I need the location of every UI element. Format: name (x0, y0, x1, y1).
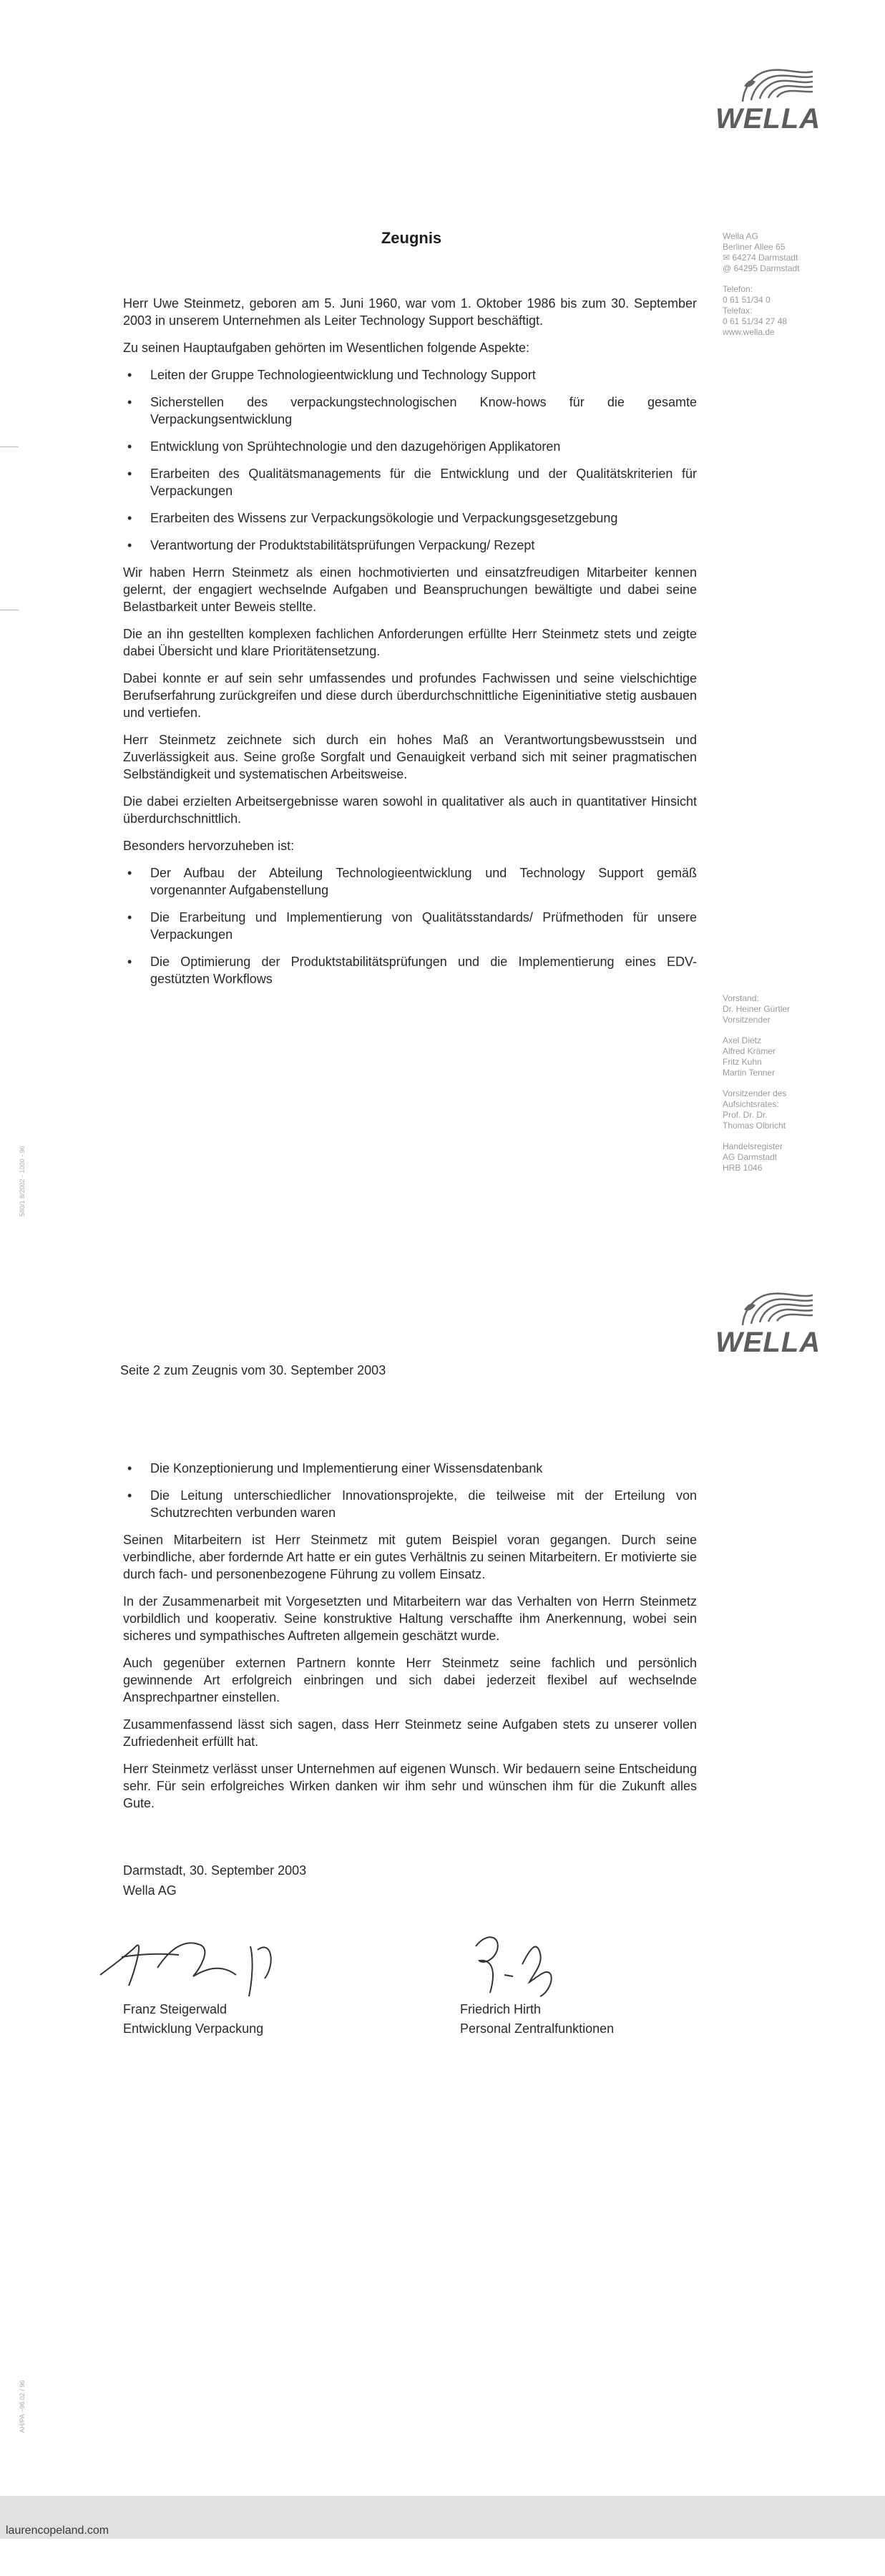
list-item: • Die Konzeptionierung und Implementierung einer Wissensdatenbank (123, 1460, 697, 1477)
paragraph: Die an ihn gestellten komplexen fachlichen Anforderungen erfüllte Herr Steinmetz stets und zeigte dabei Übersicht und klare Prioritätensetzung. (123, 627, 697, 658)
phone-label: Telefon: (723, 284, 753, 294)
register-label: Handelsregister (723, 1141, 783, 1151)
board-member: Fritz Kuhn (723, 1057, 762, 1067)
register-number: HRB 1046 (723, 1163, 763, 1173)
signer-role: Entwicklung Verpackung (123, 2021, 264, 2036)
board-member: Axel Dietz (723, 1035, 762, 1045)
list-item: • Der Aufbau der Abteilung Technologieentwicklung und Technology Support gemäß vorgenannter Aufgabenstellung (123, 864, 697, 899)
company-address-block (723, 231, 851, 348)
signer-2 (460, 2000, 614, 2039)
wella-wave-icon (730, 1288, 816, 1331)
page-1-body (123, 295, 697, 997)
logo-word: WELLA (715, 1327, 821, 1358)
wella-logo (715, 1288, 821, 1358)
paragraph: In der Zusammenarbeit mit Vorgesetzten und Mitarbeitern war das Verhalten von Herrn Steinmetz vorbildlich und kooperativ. Seine konstruktive Haltung verschaffte ihm Anerkennung, wobei sein sicheres und sympathisches Auftreten allgemein geschätzt wurde. (123, 1594, 697, 1643)
list-item: • Sicherstellen des verpackungstechnologischen Know-hows für die gesamte Verpackungsentwicklung (123, 394, 697, 428)
watermark: laurencopeland.com (6, 2524, 109, 2537)
board-label: Vorstand: (723, 993, 759, 1003)
wella-logo (715, 64, 821, 135)
highlights-list-continued (123, 1460, 697, 1521)
supervisory-label: Vorsitzender des (723, 1088, 787, 1098)
board-chair-role: Vorsitzender (723, 1015, 771, 1025)
paragraph: Auch gegenüber externen Partnern konnte Herr Steinmetz seine fachlich und persönlich gewinnende Art erfolgreich einbringen und sich dabei jederzeit flexibel auf wechselnde Ansprechpartner einstellen. (123, 1656, 697, 1704)
page-2-subject: Seite 2 zum Zeugnis vom 30. September 2003 (120, 1363, 386, 1377)
list-item: • Leiten der Gruppe Technologieentwicklung und Technology Support (123, 366, 697, 384)
signer-1 (123, 2000, 263, 2039)
signer-role: Personal Zentralfunktionen (460, 2021, 615, 2036)
website: www.wella.de (723, 327, 775, 337)
paragraph: Wir haben Herrn Steinmetz als einen hochmotivierten und einsatzfreudigen Mitarbeiter kennen gelernt, der engagiert wechselnde Aufgaben und Beanspruchungen bewältigte und dabei seine Belastbarkeit unter Beweis stellte. (123, 565, 697, 614)
company-postbox: ✉ 64274 Darmstadt (723, 253, 798, 263)
highlights-intro: Besonders hervorzuheben ist: (123, 839, 295, 853)
closing-block (123, 1860, 306, 1901)
postbox-icon: ✉ (723, 253, 733, 263)
fax-label: Telefax: (723, 306, 753, 316)
paragraph: Herr Steinmetz verlässt unser Unternehmen auf eigenen Wunsch. Wir bedauern seine Entscheidung sehr. Für sein erfolgreiches Wirken danken wir ihm sehr und wünschen ihm für die Zukunft alles Gute. (123, 1762, 697, 1810)
form-code: AH/PA ~96.02 / 96 (19, 2380, 26, 2433)
list-item: • Die Erarbeitung und Implementierung von Qualitätsstandards/ Prüfmethoden für unsere Verpackungen (123, 909, 697, 943)
board-chair: Dr. Heiner Gürtler (723, 1004, 791, 1014)
supervisory-name-2: Thomas Olbricht (723, 1121, 786, 1131)
list-item: • Die Leitung unterschiedlicher Innovationsprojekte, die teilweise mit der Erteilung von Schutzrechten verbunden waren (123, 1487, 697, 1521)
paragraph: Zusammenfassend lässt sich sagen, dass Herr Steinmetz seine Aufgaben stets zu unserer vollen Zufriedenheit erfüllt hat. (123, 1717, 697, 1749)
paragraph: Herr Steinmetz zeichnete sich durch ein hohes Maß an Verantwortungsbewusstsein und Zuverlässigkeit aus. Seine große Sorgfalt und Genauigkeit verband sich mit seiner pragmatischen Selbständigkeit und systematischen Arbeitsweise. (123, 733, 697, 781)
document-title: Zeugnis (381, 229, 442, 247)
company-sign: Wella AG (123, 1883, 177, 1898)
list-item: • Verantwortung der Produktstabilitätsprüfungen Verpackung/ Rezept (123, 537, 697, 554)
list-item: • Erarbeiten des Qualitätsmanagements für die Entwicklung und der Qualitätskriterien für Verpackungen (123, 465, 697, 499)
highlights-list (123, 864, 697, 987)
fax-value: 0 61 51/34 27 48 (723, 316, 788, 326)
page-2-body (123, 1460, 697, 1822)
list-item: • Die Optimierung der Produktstabilitätsprüfungen und die Implementierung eines EDV-gestützten Workflows (123, 953, 697, 987)
list-item: • Entwicklung von Sprühtechnologie und den dazugehörigen Applikatoren (123, 438, 697, 455)
board-member: Alfred Krämer (723, 1046, 776, 1056)
wella-wave-icon (730, 64, 816, 107)
logo-word: WELLA (715, 103, 821, 135)
signature-steigerwald (93, 1925, 322, 2004)
signer-name: Friedrich Hirth (460, 2002, 542, 2016)
company-street: Berliner Allee 65 (723, 242, 786, 252)
paragraph: Die dabei erzielten Arbeitsergebnisse waren sowohl in qualitativer als auch in quantitativer Hinsicht überdurchschnittlich. (123, 794, 697, 826)
company-name: Wella AG (723, 231, 758, 241)
list-item: • Erarbeiten des Wissens zur Verpackungsökologie und Verpackungsgesetzgebung (123, 509, 697, 527)
footer-bar (0, 2496, 885, 2539)
place-date: Darmstadt, 30. September 2003 (123, 1863, 307, 1878)
form-code: 580/1 8/2002 - 1000 - 96 (19, 1146, 26, 1216)
supervisory-name: Prof. Dr. Dr. (723, 1110, 768, 1120)
at-icon: @ (723, 263, 734, 273)
signer-name: Franz Steigerwald (123, 2002, 228, 2016)
paragraph: Dabei konnte er auf sein sehr umfassendes und profundes Fachwissen und seine vielschichtige Berufserfahrung zurückgreifen und diese durch überdurchschnittliche Eigeninitiative stetig ausbauen und vertiefen. (123, 671, 697, 720)
supervisory-label-2: Aufsichtsrates: (723, 1099, 779, 1109)
page-1 (0, 0, 885, 1231)
paragraph: Seinen Mitarbeitern ist Herr Steinmetz mit gutem Beispiel voran gegangen. Durch seine verbindliche, aber fordernde Art hatte er ein gutes Verhältnis zu seinen Mitarbeitern. Er motivierte sie durch fach- und personenbezogene Führung zu vollem Einsatz. (123, 1533, 697, 1581)
intro-paragraph: Herr Uwe Steinmetz, geboren am 5. Juni 1960, war vom 1. Oktober 1986 bis zum 30. September 2003 in unserem Unternehmen als Leiter Technology Support beschäftigt. (123, 296, 697, 328)
page-2 (0, 1231, 885, 2576)
board-block (723, 993, 851, 1184)
company-mail: @ 64295 Darmstadt (723, 263, 800, 273)
tasks-list (123, 366, 697, 554)
board-member: Martin Tenner (723, 1068, 776, 1078)
phone-value: 0 61 51/34 0 (723, 295, 771, 305)
signature-hirth (469, 1925, 597, 2004)
register-court: AG Darmstadt (723, 1152, 778, 1162)
tasks-intro: Zu seinen Hauptaufgaben gehörten im Wesentlichen folgende Aspekte: (123, 341, 530, 355)
